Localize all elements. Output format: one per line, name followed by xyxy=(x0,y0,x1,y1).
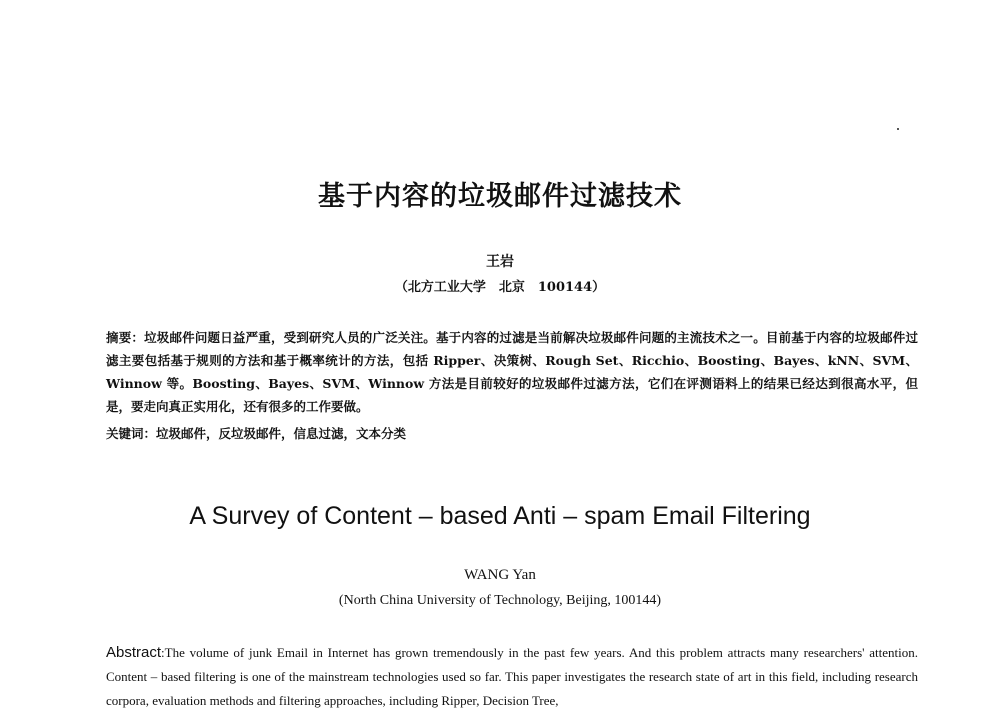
abstract-chinese-label: 摘要： xyxy=(106,330,145,345)
keywords-chinese-text: 垃圾邮件，反垃圾邮件，信息过滤，文本分类 xyxy=(156,426,407,441)
title-english: A Survey of Content – based Anti – spam Email Filtering xyxy=(189,502,811,530)
affiliation-english: (North China University of Technology, Beijing, 100144) xyxy=(338,593,662,608)
abstract-chinese xyxy=(106,326,918,418)
scan-speck xyxy=(897,128,899,130)
affiliation-chinese: （北方工业大学 北京 100144） xyxy=(394,280,606,295)
title-chinese: 基于内容的垃圾邮件过滤技术 xyxy=(318,181,682,212)
abstract-english xyxy=(106,641,918,713)
abstract-chinese-text: 垃圾邮件问题日益严重，受到研究人员的广泛关注。基于内容的过滤是当前解决垃圾邮件问题的主流技术之一。目前基于内容的垃圾邮件过滤主要包括基于规则的方法和基于概率统计的方法，包括 Ripper、决策树、Rough Set、Ricchio、Boosting、Bayes、kNN、SVM、Winnow 等。Boosting、Bayes、SVM、Winnow 方法是目前较好的垃圾邮件过滤方法，它们在评测语料上的结果已经达到很高水平，但是，要走向真正实用化，还有很多的工作要做。 xyxy=(106,330,918,414)
keywords-chinese-label: 关键词： xyxy=(106,426,157,441)
abstract-english-label: Abstract xyxy=(106,644,162,661)
author-english: WANG Yan xyxy=(464,567,536,583)
keywords-chinese xyxy=(106,424,918,442)
author-chinese: 王岩 xyxy=(486,254,514,270)
abstract-english-text: :The volume of junk Email in Internet has grown tremendously in the past few years. And this problem attracts many researchers' attention. Content – based filtering is one of the mainstream technologies used so far. This paper investigates the research state of art in this field, including research corpora, evaluation methods and filtering approaches, including Ripper, Decision Tree, xyxy=(106,645,918,708)
